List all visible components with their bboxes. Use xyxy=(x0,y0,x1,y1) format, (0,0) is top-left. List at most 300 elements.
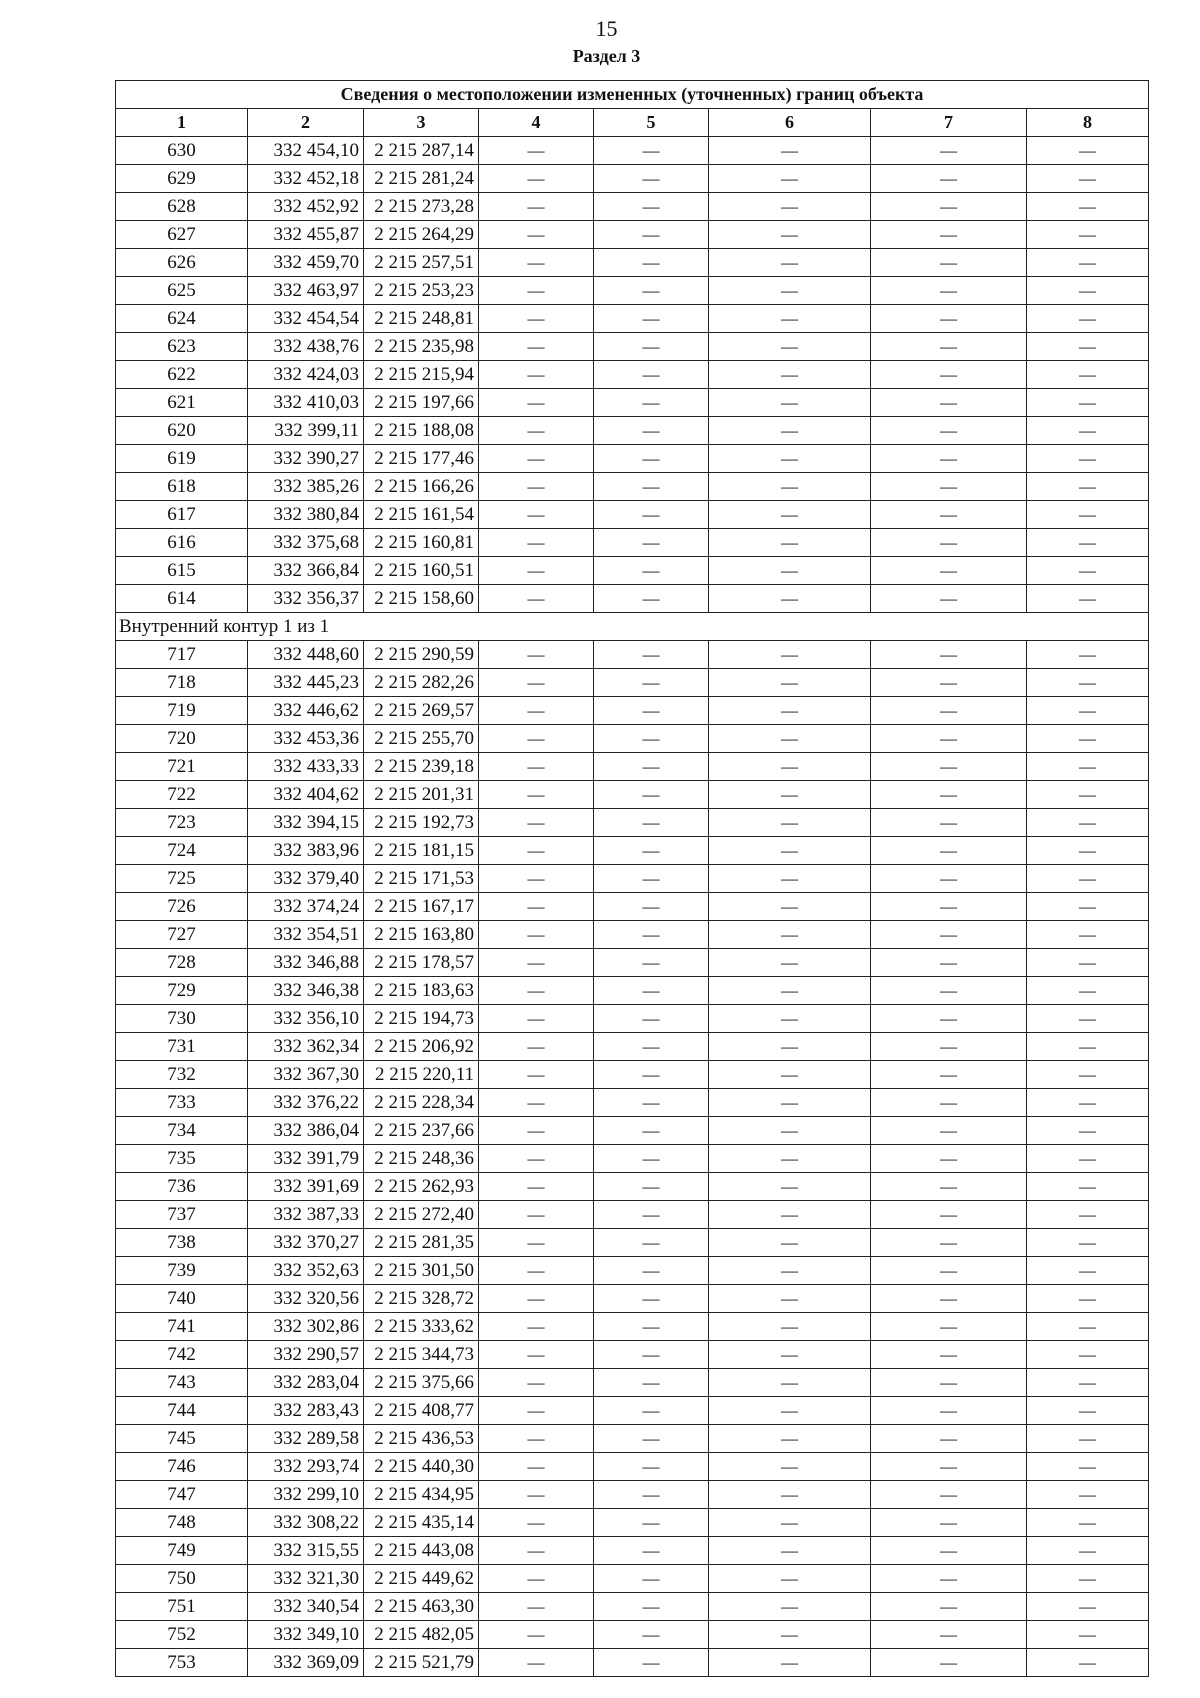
empty-value-cell: — xyxy=(871,361,1027,389)
empty-value-cell: — xyxy=(709,1033,871,1061)
y-coordinate-cell: 2 215 301,50 xyxy=(364,1257,479,1285)
empty-value-cell: — xyxy=(871,669,1027,697)
table-row xyxy=(116,417,1149,445)
empty-value-cell: — xyxy=(479,921,594,949)
y-coordinate-cell: 2 215 264,29 xyxy=(364,221,479,249)
y-coordinate-cell: 2 215 257,51 xyxy=(364,249,479,277)
empty-value-cell: — xyxy=(479,697,594,725)
empty-value-cell: — xyxy=(709,389,871,417)
empty-value-cell: — xyxy=(1027,809,1149,837)
x-coordinate-cell: 332 386,04 xyxy=(248,1117,364,1145)
empty-value-cell: — xyxy=(594,1005,709,1033)
empty-value-cell: — xyxy=(1027,1089,1149,1117)
empty-value-cell: — xyxy=(1027,865,1149,893)
column-header: 7 xyxy=(871,109,1027,137)
table-row xyxy=(116,949,1149,977)
table-row xyxy=(116,1509,1149,1537)
table-row xyxy=(116,725,1149,753)
empty-value-cell: — xyxy=(479,221,594,249)
empty-value-cell: — xyxy=(479,1117,594,1145)
x-coordinate-cell: 332 452,18 xyxy=(248,165,364,193)
column-header: 6 xyxy=(709,109,871,137)
y-coordinate-cell: 2 215 158,60 xyxy=(364,585,479,613)
x-coordinate-cell: 332 346,88 xyxy=(248,949,364,977)
table-row xyxy=(116,921,1149,949)
y-coordinate-cell: 2 215 220,11 xyxy=(364,1061,479,1089)
x-coordinate-cell: 332 448,60 xyxy=(248,641,364,669)
empty-value-cell: — xyxy=(709,333,871,361)
empty-value-cell: — xyxy=(479,753,594,781)
empty-value-cell: — xyxy=(479,977,594,1005)
x-coordinate-cell: 332 445,23 xyxy=(248,669,364,697)
y-coordinate-cell: 2 215 287,14 xyxy=(364,137,479,165)
point-number-cell: 723 xyxy=(116,809,248,837)
empty-value-cell: — xyxy=(479,305,594,333)
table-row xyxy=(116,1089,1149,1117)
empty-value-cell: — xyxy=(479,1425,594,1453)
empty-value-cell: — xyxy=(594,1229,709,1257)
point-number-cell: 622 xyxy=(116,361,248,389)
table-row xyxy=(116,1621,1149,1649)
y-coordinate-cell: 2 215 201,31 xyxy=(364,781,479,809)
empty-value-cell: — xyxy=(871,1425,1027,1453)
empty-value-cell: — xyxy=(871,585,1027,613)
table-row xyxy=(116,1341,1149,1369)
column-header: 1 xyxy=(116,109,248,137)
x-coordinate-cell: 332 446,62 xyxy=(248,697,364,725)
empty-value-cell: — xyxy=(479,949,594,977)
empty-value-cell: — xyxy=(709,1089,871,1117)
y-coordinate-cell: 2 215 167,17 xyxy=(364,893,479,921)
empty-value-cell: — xyxy=(709,445,871,473)
point-number-cell: 625 xyxy=(116,277,248,305)
empty-value-cell: — xyxy=(1027,1481,1149,1509)
point-number-cell: 741 xyxy=(116,1313,248,1341)
y-coordinate-cell: 2 215 463,30 xyxy=(364,1593,479,1621)
empty-value-cell: — xyxy=(594,1565,709,1593)
point-number-cell: 735 xyxy=(116,1145,248,1173)
empty-value-cell: — xyxy=(709,221,871,249)
empty-value-cell: — xyxy=(594,1509,709,1537)
y-coordinate-cell: 2 215 248,36 xyxy=(364,1145,479,1173)
y-coordinate-cell: 2 215 375,66 xyxy=(364,1369,479,1397)
empty-value-cell: — xyxy=(594,1621,709,1649)
x-coordinate-cell: 332 283,43 xyxy=(248,1397,364,1425)
empty-value-cell: — xyxy=(479,585,594,613)
x-coordinate-cell: 332 320,56 xyxy=(248,1285,364,1313)
point-number-cell: 620 xyxy=(116,417,248,445)
x-coordinate-cell: 332 455,87 xyxy=(248,221,364,249)
empty-value-cell: — xyxy=(709,1565,871,1593)
table-row xyxy=(116,277,1149,305)
empty-value-cell: — xyxy=(1027,1285,1149,1313)
empty-value-cell: — xyxy=(479,473,594,501)
table-row xyxy=(116,1565,1149,1593)
empty-value-cell: — xyxy=(709,949,871,977)
empty-value-cell: — xyxy=(709,1425,871,1453)
point-number-cell: 747 xyxy=(116,1481,248,1509)
empty-value-cell: — xyxy=(479,1061,594,1089)
x-coordinate-cell: 332 410,03 xyxy=(248,389,364,417)
table-row xyxy=(116,1201,1149,1229)
table-row xyxy=(116,389,1149,417)
empty-value-cell: — xyxy=(479,1285,594,1313)
inner-contour-label: Внутренний контур 1 из 1 xyxy=(116,613,1149,641)
table-row xyxy=(116,305,1149,333)
empty-value-cell: — xyxy=(594,921,709,949)
empty-value-cell: — xyxy=(871,1313,1027,1341)
x-coordinate-cell: 332 424,03 xyxy=(248,361,364,389)
empty-value-cell: — xyxy=(871,781,1027,809)
empty-value-cell: — xyxy=(709,305,871,333)
point-number-cell: 724 xyxy=(116,837,248,865)
table-row xyxy=(116,1033,1149,1061)
empty-value-cell: — xyxy=(1027,137,1149,165)
x-coordinate-cell: 332 383,96 xyxy=(248,837,364,865)
table-row xyxy=(116,893,1149,921)
column-header: 3 xyxy=(364,109,479,137)
empty-value-cell: — xyxy=(594,165,709,193)
empty-value-cell: — xyxy=(709,725,871,753)
empty-value-cell: — xyxy=(1027,1537,1149,1565)
empty-value-cell: — xyxy=(709,1061,871,1089)
point-number-cell: 717 xyxy=(116,641,248,669)
empty-value-cell: — xyxy=(479,1257,594,1285)
empty-value-cell: — xyxy=(479,1313,594,1341)
empty-value-cell: — xyxy=(479,1033,594,1061)
empty-value-cell: — xyxy=(594,389,709,417)
empty-value-cell: — xyxy=(709,361,871,389)
empty-value-cell: — xyxy=(709,697,871,725)
point-number-cell: 615 xyxy=(116,557,248,585)
point-number-cell: 621 xyxy=(116,389,248,417)
empty-value-cell: — xyxy=(871,1089,1027,1117)
empty-value-cell: — xyxy=(479,1481,594,1509)
empty-value-cell: — xyxy=(709,1005,871,1033)
x-coordinate-cell: 332 367,30 xyxy=(248,1061,364,1089)
empty-value-cell: — xyxy=(871,641,1027,669)
x-coordinate-cell: 332 454,10 xyxy=(248,137,364,165)
point-number-cell: 719 xyxy=(116,697,248,725)
empty-value-cell: — xyxy=(1027,1341,1149,1369)
empty-value-cell: — xyxy=(871,1061,1027,1089)
empty-value-cell: — xyxy=(1027,473,1149,501)
empty-value-cell: — xyxy=(594,249,709,277)
empty-value-cell: — xyxy=(709,165,871,193)
empty-value-cell: — xyxy=(594,1397,709,1425)
empty-value-cell: — xyxy=(594,1593,709,1621)
table-row xyxy=(116,753,1149,781)
empty-value-cell: — xyxy=(594,585,709,613)
empty-value-cell: — xyxy=(479,1201,594,1229)
y-coordinate-cell: 2 215 194,73 xyxy=(364,1005,479,1033)
empty-value-cell: — xyxy=(871,1201,1027,1229)
point-number-cell: 730 xyxy=(116,1005,248,1033)
point-number-cell: 626 xyxy=(116,249,248,277)
empty-value-cell: — xyxy=(1027,1397,1149,1425)
empty-value-cell: — xyxy=(479,417,594,445)
x-coordinate-cell: 332 290,57 xyxy=(248,1341,364,1369)
x-coordinate-cell: 332 433,33 xyxy=(248,753,364,781)
y-coordinate-cell: 2 215 328,72 xyxy=(364,1285,479,1313)
empty-value-cell: — xyxy=(1027,1145,1149,1173)
empty-value-cell: — xyxy=(709,1257,871,1285)
x-coordinate-cell: 332 391,79 xyxy=(248,1145,364,1173)
empty-value-cell: — xyxy=(871,417,1027,445)
point-number-cell: 617 xyxy=(116,501,248,529)
y-coordinate-cell: 2 215 440,30 xyxy=(364,1453,479,1481)
empty-value-cell: — xyxy=(594,277,709,305)
empty-value-cell: — xyxy=(594,697,709,725)
empty-value-cell: — xyxy=(871,277,1027,305)
y-coordinate-cell: 2 215 235,98 xyxy=(364,333,479,361)
table-row xyxy=(116,1061,1149,1089)
x-coordinate-cell: 332 452,92 xyxy=(248,193,364,221)
empty-value-cell: — xyxy=(1027,977,1149,1005)
x-coordinate-cell: 332 438,76 xyxy=(248,333,364,361)
x-coordinate-cell: 332 459,70 xyxy=(248,249,364,277)
empty-value-cell: — xyxy=(1027,1509,1149,1537)
x-coordinate-cell: 332 346,38 xyxy=(248,977,364,1005)
table-row xyxy=(116,557,1149,585)
column-header: 5 xyxy=(594,109,709,137)
table-row xyxy=(116,641,1149,669)
empty-value-cell: — xyxy=(479,529,594,557)
x-coordinate-cell: 332 374,24 xyxy=(248,893,364,921)
empty-value-cell: — xyxy=(709,529,871,557)
point-number-cell: 624 xyxy=(116,305,248,333)
x-coordinate-cell: 332 349,10 xyxy=(248,1621,364,1649)
empty-value-cell: — xyxy=(594,557,709,585)
point-number-cell: 729 xyxy=(116,977,248,1005)
point-number-cell: 748 xyxy=(116,1509,248,1537)
empty-value-cell: — xyxy=(709,1621,871,1649)
y-coordinate-cell: 2 215 269,57 xyxy=(364,697,479,725)
x-coordinate-cell: 332 289,58 xyxy=(248,1425,364,1453)
empty-value-cell: — xyxy=(1027,1313,1149,1341)
empty-value-cell: — xyxy=(871,557,1027,585)
empty-value-cell: — xyxy=(594,1089,709,1117)
empty-value-cell: — xyxy=(871,1229,1027,1257)
table-row xyxy=(116,1537,1149,1565)
empty-value-cell: — xyxy=(479,1649,594,1677)
empty-value-cell: — xyxy=(709,1173,871,1201)
empty-value-cell: — xyxy=(871,697,1027,725)
empty-value-cell: — xyxy=(1027,1005,1149,1033)
empty-value-cell: — xyxy=(1027,221,1149,249)
empty-value-cell: — xyxy=(594,837,709,865)
table-row xyxy=(116,1005,1149,1033)
table-row xyxy=(116,221,1149,249)
empty-value-cell: — xyxy=(479,445,594,473)
empty-value-cell: — xyxy=(479,865,594,893)
empty-value-cell: — xyxy=(479,137,594,165)
x-coordinate-cell: 332 315,55 xyxy=(248,1537,364,1565)
x-coordinate-cell: 332 375,68 xyxy=(248,529,364,557)
empty-value-cell: — xyxy=(871,753,1027,781)
empty-value-cell: — xyxy=(479,1145,594,1173)
empty-value-cell: — xyxy=(479,725,594,753)
empty-value-cell: — xyxy=(594,1481,709,1509)
y-coordinate-cell: 2 215 160,51 xyxy=(364,557,479,585)
empty-value-cell: — xyxy=(871,1369,1027,1397)
boundary-coordinates-table xyxy=(115,80,1149,1677)
point-number-cell: 738 xyxy=(116,1229,248,1257)
empty-value-cell: — xyxy=(479,809,594,837)
empty-value-cell: — xyxy=(1027,697,1149,725)
y-coordinate-cell: 2 215 166,26 xyxy=(364,473,479,501)
empty-value-cell: — xyxy=(594,221,709,249)
empty-value-cell: — xyxy=(594,333,709,361)
empty-value-cell: — xyxy=(479,641,594,669)
empty-value-cell: — xyxy=(871,1285,1027,1313)
empty-value-cell: — xyxy=(594,893,709,921)
empty-value-cell: — xyxy=(479,389,594,417)
empty-value-cell: — xyxy=(594,753,709,781)
point-number-cell: 733 xyxy=(116,1089,248,1117)
empty-value-cell: — xyxy=(871,249,1027,277)
empty-value-cell: — xyxy=(479,1397,594,1425)
empty-value-cell: — xyxy=(1027,389,1149,417)
empty-value-cell: — xyxy=(594,1341,709,1369)
empty-value-cell: — xyxy=(1027,1565,1149,1593)
x-coordinate-cell: 332 283,04 xyxy=(248,1369,364,1397)
empty-value-cell: — xyxy=(709,921,871,949)
column-header: 2 xyxy=(248,109,364,137)
empty-value-cell: — xyxy=(1027,1425,1149,1453)
point-number-cell: 727 xyxy=(116,921,248,949)
empty-value-cell: — xyxy=(1027,305,1149,333)
x-coordinate-cell: 332 453,36 xyxy=(248,725,364,753)
empty-value-cell: — xyxy=(871,1257,1027,1285)
y-coordinate-cell: 2 215 181,15 xyxy=(364,837,479,865)
empty-value-cell: — xyxy=(594,977,709,1005)
y-coordinate-cell: 2 215 443,08 xyxy=(364,1537,479,1565)
table-row xyxy=(116,165,1149,193)
table-row xyxy=(116,1369,1149,1397)
empty-value-cell: — xyxy=(871,305,1027,333)
table-row xyxy=(116,361,1149,389)
empty-value-cell: — xyxy=(594,193,709,221)
empty-value-cell: — xyxy=(709,417,871,445)
empty-value-cell: — xyxy=(479,1369,594,1397)
empty-value-cell: — xyxy=(479,333,594,361)
x-coordinate-cell: 332 391,69 xyxy=(248,1173,364,1201)
empty-value-cell: — xyxy=(709,1369,871,1397)
empty-value-cell: — xyxy=(871,865,1027,893)
table-row xyxy=(116,1229,1149,1257)
table-row xyxy=(116,697,1149,725)
empty-value-cell: — xyxy=(871,809,1027,837)
y-coordinate-cell: 2 215 188,08 xyxy=(364,417,479,445)
empty-value-cell: — xyxy=(594,1117,709,1145)
empty-value-cell: — xyxy=(709,1509,871,1537)
empty-value-cell: — xyxy=(709,977,871,1005)
point-number-cell: 725 xyxy=(116,865,248,893)
empty-value-cell: — xyxy=(1027,193,1149,221)
y-coordinate-cell: 2 215 436,53 xyxy=(364,1425,479,1453)
empty-value-cell: — xyxy=(871,1593,1027,1621)
empty-value-cell: — xyxy=(1027,361,1149,389)
column-header: 8 xyxy=(1027,109,1149,137)
point-number-cell: 743 xyxy=(116,1369,248,1397)
point-number-cell: 618 xyxy=(116,473,248,501)
x-coordinate-cell: 332 308,22 xyxy=(248,1509,364,1537)
empty-value-cell: — xyxy=(709,137,871,165)
x-coordinate-cell: 332 380,84 xyxy=(248,501,364,529)
table-row xyxy=(116,1257,1149,1285)
empty-value-cell: — xyxy=(1027,165,1149,193)
x-coordinate-cell: 332 354,51 xyxy=(248,921,364,949)
empty-value-cell: — xyxy=(594,1425,709,1453)
x-coordinate-cell: 332 376,22 xyxy=(248,1089,364,1117)
empty-value-cell: — xyxy=(871,1341,1027,1369)
contour-separator-row xyxy=(116,613,1149,641)
empty-value-cell: — xyxy=(479,501,594,529)
empty-value-cell: — xyxy=(871,333,1027,361)
empty-value-cell: — xyxy=(871,445,1027,473)
point-number-cell: 737 xyxy=(116,1201,248,1229)
empty-value-cell: — xyxy=(1027,641,1149,669)
y-coordinate-cell: 2 215 177,46 xyxy=(364,445,479,473)
x-coordinate-cell: 332 340,54 xyxy=(248,1593,364,1621)
x-coordinate-cell: 332 362,34 xyxy=(248,1033,364,1061)
empty-value-cell: — xyxy=(479,1593,594,1621)
table-row xyxy=(116,1425,1149,1453)
empty-value-cell: — xyxy=(479,1229,594,1257)
x-coordinate-cell: 332 399,11 xyxy=(248,417,364,445)
empty-value-cell: — xyxy=(1027,1593,1149,1621)
point-number-cell: 722 xyxy=(116,781,248,809)
table-row xyxy=(116,837,1149,865)
table-row xyxy=(116,1649,1149,1677)
empty-value-cell: — xyxy=(1027,1453,1149,1481)
point-number-cell: 721 xyxy=(116,753,248,781)
table-row xyxy=(116,977,1149,1005)
empty-value-cell: — xyxy=(709,893,871,921)
point-number-cell: 746 xyxy=(116,1453,248,1481)
point-number-cell: 745 xyxy=(116,1425,248,1453)
x-coordinate-cell: 332 321,30 xyxy=(248,1565,364,1593)
empty-value-cell: — xyxy=(871,501,1027,529)
y-coordinate-cell: 2 215 255,70 xyxy=(364,725,479,753)
empty-value-cell: — xyxy=(1027,669,1149,697)
empty-value-cell: — xyxy=(871,893,1027,921)
empty-value-cell: — xyxy=(594,1033,709,1061)
empty-value-cell: — xyxy=(871,1173,1027,1201)
table-row xyxy=(116,249,1149,277)
x-coordinate-cell: 332 463,97 xyxy=(248,277,364,305)
empty-value-cell: — xyxy=(594,725,709,753)
empty-value-cell: — xyxy=(479,837,594,865)
empty-value-cell: — xyxy=(709,809,871,837)
table-row xyxy=(116,669,1149,697)
table-row xyxy=(116,1285,1149,1313)
point-number-cell: 732 xyxy=(116,1061,248,1089)
empty-value-cell: — xyxy=(871,725,1027,753)
empty-value-cell: — xyxy=(709,1341,871,1369)
empty-value-cell: — xyxy=(479,1621,594,1649)
table-row xyxy=(116,193,1149,221)
point-number-cell: 627 xyxy=(116,221,248,249)
empty-value-cell: — xyxy=(594,781,709,809)
empty-value-cell: — xyxy=(709,277,871,305)
y-coordinate-cell: 2 215 449,62 xyxy=(364,1565,479,1593)
empty-value-cell: — xyxy=(871,389,1027,417)
empty-value-cell: — xyxy=(594,1537,709,1565)
empty-value-cell: — xyxy=(1027,417,1149,445)
empty-value-cell: — xyxy=(709,1117,871,1145)
